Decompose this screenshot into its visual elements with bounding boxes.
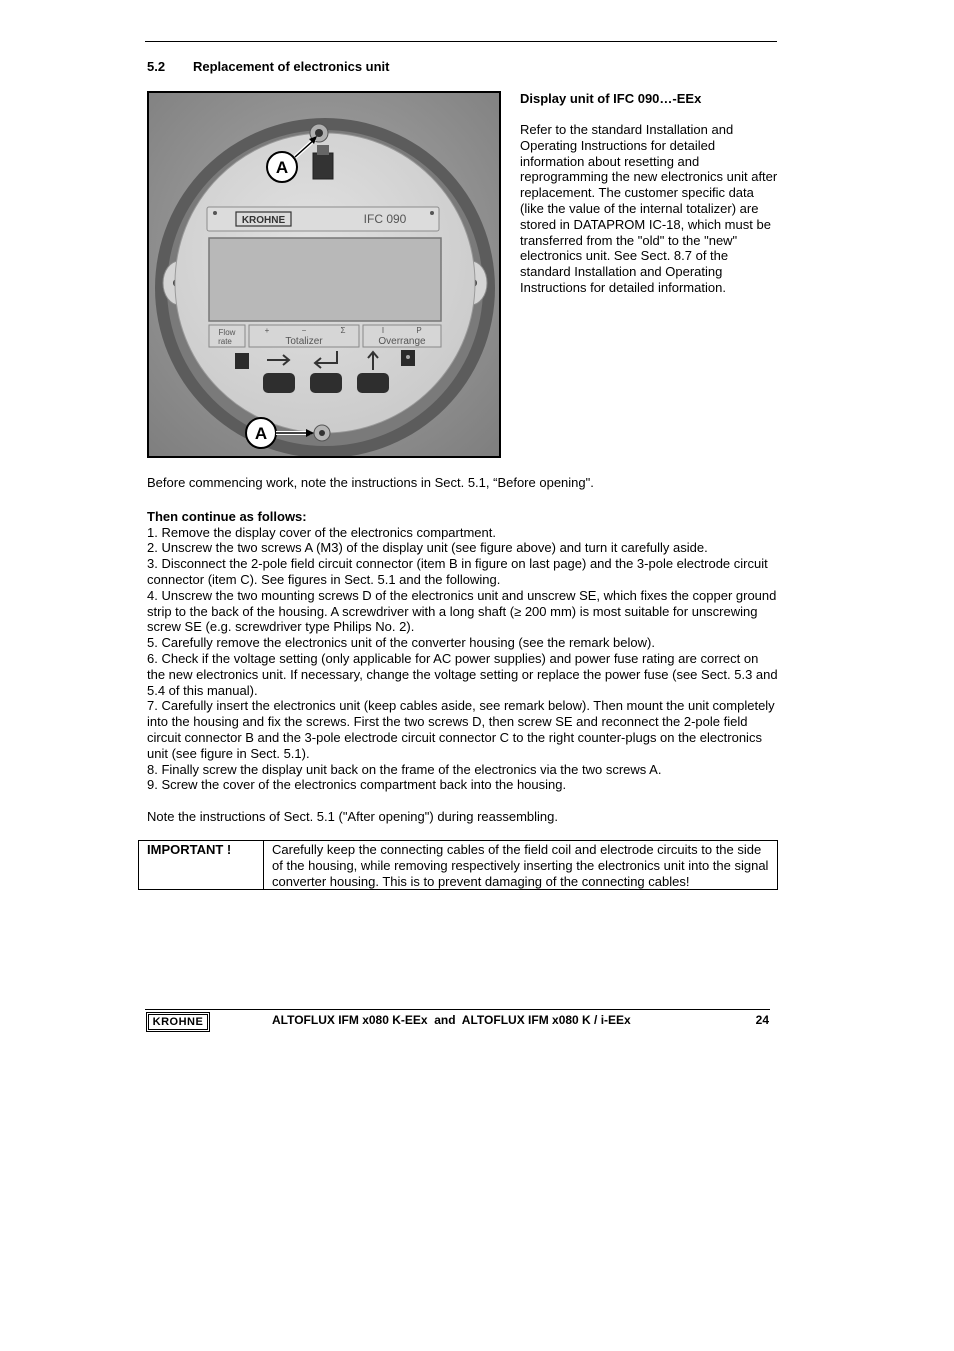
intro-text: Before commencing work, note the instructions in Sect. 5.1, “Before opening". [147,475,594,490]
section-heading [147,59,390,74]
key-right [263,373,295,393]
page-number: 24 [755,1013,769,1027]
page-footer [147,1012,769,1032]
step-list [147,525,779,794]
figure-label-rate: rate [218,337,232,346]
step-item: 5. Carefully remove the electronics unit of the converter housing (see the remark below). [147,635,655,651]
footer-rule [145,1009,770,1010]
step-item: 8. Finally screw the display unit back on the frame of the electronics via the two screws A. [147,761,662,777]
footer-logo: KROHNE [148,1014,208,1030]
side-text: Refer to the standard Installation and Operating Instructions for detailed information about resetting and reprogramming the new electronics unit after replacement. The customer specific data (like the value of the internal totalizer) are stored in DATAPROM IC-18, which must be transferred from the "old" to the "new" electronics unit. See Sect. 8.7 of the standard Installation and Operating Instructions for detailed information. [520,122,778,295]
continue-heading: Then continue as follows: [147,508,307,524]
step-item: 2. Unscrew the two screws A (M3) of the display unit (see figure above) and turn it carefully aside. [147,540,708,556]
callout-a-top-label: A [275,158,289,177]
step-item: 6. Check if the voltage setting (only applicable for AC power supplies) and power fuse rating are correct on the new electronics unit. If necessary, change the voltage setting or replace the power fuse (see Sect. 5.3 and 5.4 of this manual). [147,650,778,698]
note-text: Note the instructions of Sect. 5.1 ("After opening") during reassembling. [147,809,558,825]
figure-label-totalizer: Totalizer [285,336,323,347]
section-number: 5.2 [147,59,166,74]
lcd-window [209,238,441,321]
display-unit-figure [147,91,501,458]
side-title: Display unit of IFC 090…-EEx [520,91,702,106]
callout-a-bottom-label: A [254,424,268,443]
figure-brand: KROHNE [241,215,286,226]
side-column [520,91,778,296]
figure-label-plus: + [264,326,270,335]
footer-title: ALTOFLUX IFM x080 K-EEx and ALTOFLUX IFM x080 K / i-EEx [272,1013,631,1027]
figure-label-sigma: Σ [340,326,346,335]
step-item: 1. Remove the display cover of the electronics compartment. [147,524,496,540]
step-item: 4. Unscrew the two mounting screws D of the electronics unit and unscrew SE, which fixes the copper ground strip to the back of the housing. A screwdriver with a long shaft (≥ 200 mm) is most suitable for unscrewing screw SE (e.g. screwdriver type Philips No. 2). [147,587,777,635]
important-box [138,840,778,890]
figure-model: IFC 090 [363,212,407,226]
figure-label-p: P [416,326,422,335]
main-text [147,475,779,825]
figure-label-i: I [381,326,385,335]
important-label: IMPORTANT ! [139,841,264,890]
top-rule [145,41,777,42]
important-text: Carefully keep the connecting cables of the field coil and electrode circuits to the side of the housing, while removing respectively inserting the electronics unit into the signal converter housing. This is to prevent damaging of the connecting cables! [264,841,778,890]
section-title: Replacement of electronics unit [193,59,390,74]
figure-label-minus: − [301,326,307,335]
figure-label-flow: Flow [218,328,236,337]
key-up [357,373,389,393]
step-item: 3. Disconnect the 2-pole field circuit connector (item B in figure on last page) and the 3-pole electrode circuit connector (item C). See figures in Sect. 5.1 and the following. [147,556,768,587]
figure-label-overrange: Overrange [378,336,426,347]
step-item: 9. Screw the cover of the electronics compartment back into the housing. [147,777,567,793]
key-enter [310,373,342,393]
step-item: 7. Carefully insert the electronics unit (keep cables aside, see remark below). Then mount the unit completely into the housing and fix the screws. First the two screws D, then screw SE and reconnect the 2-pole field circuit connector B and the 3-pole electrode circuit connector C to the right counter-plugs on the electronics unit (see figure in Sect. 5.1). [147,698,775,761]
